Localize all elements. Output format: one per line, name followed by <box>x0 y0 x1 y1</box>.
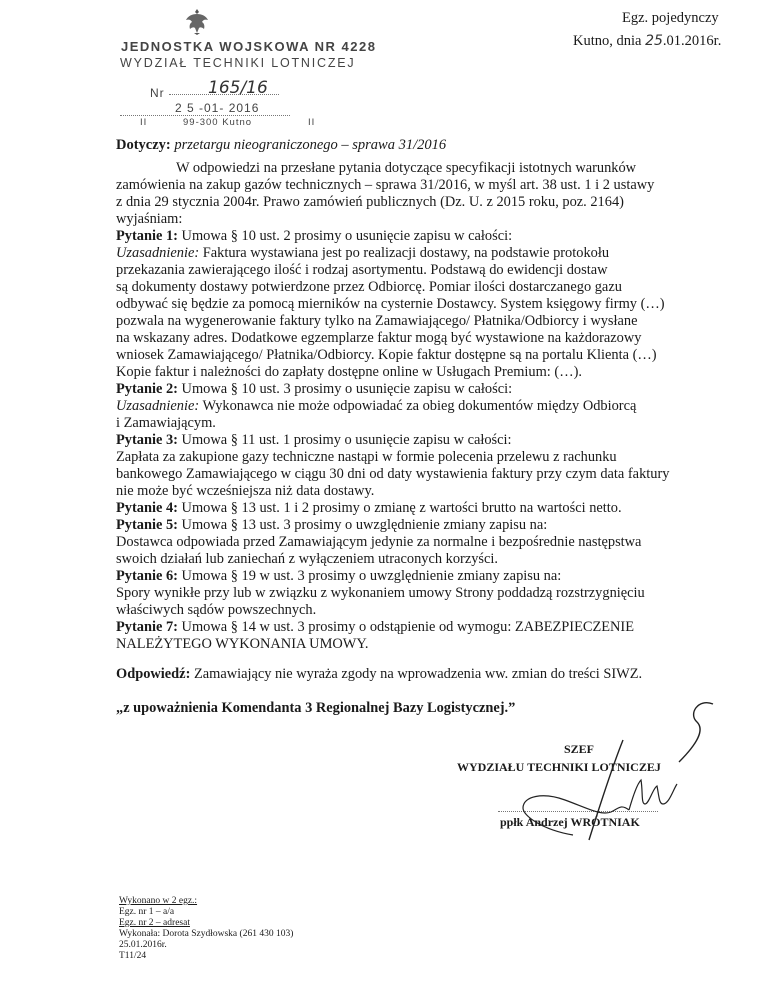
body-line: swoich działań lub zaniechań z wyłączeniem utraconych korzyści. <box>116 551 498 567</box>
question-label: Pytanie 6: <box>116 568 178 584</box>
footer-line: Wykonano w 2 egz.: <box>119 896 198 906</box>
signature-role: SZEF <box>564 742 595 756</box>
question-1 <box>116 228 512 245</box>
question-7 <box>116 619 634 636</box>
intro-line: wyjaśniam: <box>116 211 183 227</box>
intro-line: z dnia 29 stycznia 2004r. Prawo zamówień publicznych (Dz. U. z 2015 roku, poz. 2164) <box>116 194 624 210</box>
signature-block <box>443 736 743 851</box>
question-2 <box>116 381 512 398</box>
question-4 <box>116 500 622 517</box>
subject-label: Dotyczy: <box>116 137 171 153</box>
signature-name: ppłk Andrzej WRÓTNIAK <box>500 815 640 829</box>
eagle-emblem-icon <box>184 6 210 36</box>
justification-1 <box>116 245 609 262</box>
copy-note: Egz. pojedynczy <box>622 10 719 26</box>
body-line: Dostawca odpowiada przed Zamawiającym jedynie za normalne i bezpośrednie następstwa <box>116 534 642 550</box>
stamp-address-text: 99-300 Kutno <box>183 117 253 128</box>
registration-number: 165/16 <box>208 78 268 98</box>
question-5 <box>116 517 547 534</box>
answer-line <box>116 666 642 683</box>
stamp-date: 2 5 -01- 2016 <box>175 101 260 115</box>
intro-line: W odpowiedzi na przesłane pytania dotyczące specyfikacji istotnych warunków <box>176 160 637 176</box>
body-line: na wskazany adres. Dodatkowe egzemplarze faktur mogą być wystawione na każdorazowy <box>116 330 642 346</box>
justification-label: Uzasadnienie: <box>116 398 200 414</box>
unit-name: JEDNOSTKA WOJSKOWA NR 4228 <box>121 39 377 54</box>
body-line: NALEŻYTEGO WYKONANIA UMOWY. <box>116 636 369 652</box>
question-label: Pytanie 5: <box>116 517 178 533</box>
question-text: Umowa § 11 ust. 1 prosimy o usunięcie zapisu w całości: <box>177 432 512 448</box>
body-line: właściwych sądów powszechnych. <box>116 602 317 618</box>
body-line: bankowego Zamawiającego w ciągu 30 dni od daty wystawienia faktury przy czym data faktury <box>116 466 670 482</box>
city-date-prefix: Kutno, dnia <box>573 33 642 49</box>
body-line: Zapłata za zakupione gazy techniczne nastąpi w formie polecenia przelewu z rachunku <box>116 449 617 465</box>
department-name: WYDZIAŁ TECHNIKI LOTNICZEJ <box>120 56 356 70</box>
body-line: Kopie faktur i należności do zapłaty dostępne online w Usługach Premium: (…). <box>116 364 582 380</box>
body-line: wniosek Zamawiającego/ Płatnika/Odbiorcy. Kopie faktur dostępne są na portalu Klienta (…) <box>116 347 657 363</box>
body-line: są dokumenty dostawy potwierdzone przez Odbiorcę. Pomiar ilości dostarczanego gazu <box>116 279 622 295</box>
authorization-line: „z upoważnienia Komendanta 3 Regionalnej Bazy Logistycznej.” <box>116 700 516 716</box>
body-line: i Zamawiającym. <box>116 415 216 431</box>
footer-line: Egz. nr 2 – adresat <box>119 918 190 928</box>
answer-label: Odpowiedź: <box>116 666 191 682</box>
city-date-day: 25 <box>645 33 663 49</box>
city-date-rest: .01.2016r. <box>662 33 722 49</box>
question-label: Pytanie 7: <box>116 619 178 635</box>
question-label: Pytanie 3: <box>116 432 178 448</box>
question-6 <box>116 568 561 585</box>
justification-text: Faktura wystawiana jest po realizacji dostawy, na podstawie protokołu <box>199 245 610 261</box>
body-line: Spory wynikłe przy lub w związku z wykonaniem umowy Strony poddadzą rozstrzygnięciu <box>116 585 645 601</box>
answer-text: Zamawiający nie wyraża zgody na wprowadzenia ww. zmian do treści SIWZ. <box>190 666 643 682</box>
question-text: Umowa § 13 ust. 1 i 2 prosimy o zmianę z wartości brutto na wartości netto. <box>177 500 622 516</box>
justification-label: Uzasadnienie: <box>116 245 200 261</box>
question-text: Umowa § 19 w ust. 3 prosimy o uwzględnienie zmiany zapisu na: <box>177 568 562 584</box>
footer-line: T11/24 <box>119 951 147 961</box>
stamp-bracket-right: II <box>308 117 316 128</box>
footer-line: Wykonała: Dorota Szydłowska (261 430 103) <box>119 929 294 939</box>
question-3 <box>116 432 512 449</box>
body-line: nie może być wcześniejsza niż data dostawy. <box>116 483 375 499</box>
stamp-bracket-left: II <box>140 117 148 128</box>
question-text: Umowa § 13 ust. 3 prosimy o uwzględnienie zmiany zapisu na: <box>177 517 548 533</box>
intro-line: zamówienia na zakup gazów technicznych – sprawa 31/2016, w myśl art. 38 ust. 1 i 2 ustawy <box>116 177 655 193</box>
question-label: Pytanie 2: <box>116 381 178 397</box>
footer-line: Egz. nr 1 – a/a <box>119 907 175 917</box>
body-line: przekazania zawierającego ilość i rodzaj asortymentu. Podstawą do ewidencji dostaw <box>116 262 608 278</box>
question-text: Umowa § 14 w ust. 3 prosimy o odstąpienie od wymogu: ZABEZPIECZENIE <box>177 619 635 635</box>
handwritten-signature-icon <box>483 700 723 850</box>
city-date <box>573 33 721 50</box>
question-text: Umowa § 10 ust. 2 prosimy o usunięcie zapisu w całości: <box>177 228 513 244</box>
question-label: Pytanie 1: <box>116 228 178 244</box>
footer-line: 25.01.2016r. <box>119 940 167 950</box>
subject-line <box>116 137 446 154</box>
justification-text: Wykonawca nie może odpowiadać za obieg dokumentów między Odbiorcą <box>199 398 637 414</box>
registration-label: Nr <box>150 86 165 100</box>
signature-department: WYDZIAŁU TECHNIKI LOTNICZEJ <box>457 760 661 774</box>
question-text: Umowa § 10 ust. 3 prosimy o usunięcie zapisu w całości: <box>177 381 513 397</box>
body-line: pozwala na wygenerowanie faktury tylko na Zamawiającego/ Płatnika/Odbiorcy i wysłane <box>116 313 638 329</box>
question-label: Pytanie 4: <box>116 500 178 516</box>
justification-2 <box>116 398 636 415</box>
subject-text: przetargu nieograniczonego – sprawa 31/2016 <box>174 137 447 153</box>
stamp-date-line <box>120 115 290 116</box>
body-line: odbywać się będzie za pomocą mierników na cysternie Dostawcy. System księgowy firmy (…) <box>116 296 665 312</box>
